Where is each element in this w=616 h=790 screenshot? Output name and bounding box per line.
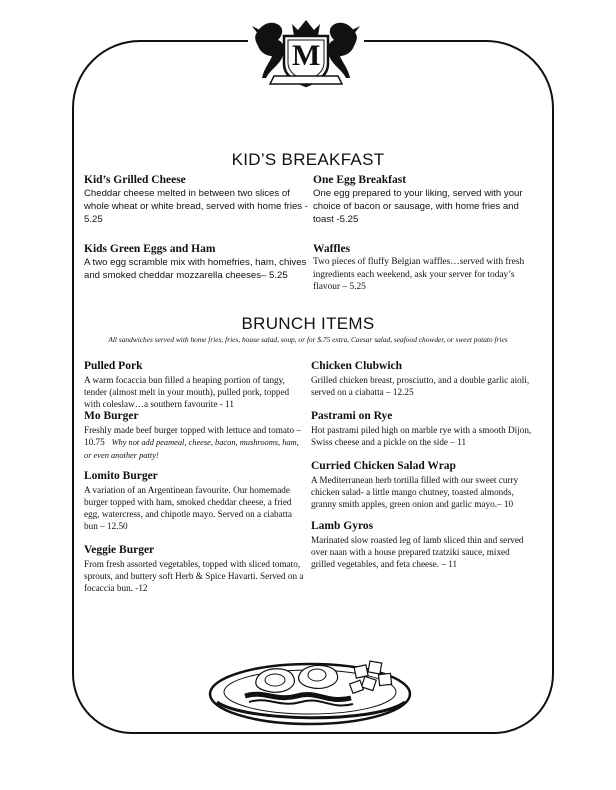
menu-item-veggie-burger [84, 544, 306, 594]
item-description: A variation of an Argentinean favourite. Our homemade burger topped with ham, smoked cheddar cheese, a fried egg, watercress, and chipotle mayo. Served on a ciabatta bun – 12.50 [84, 485, 292, 531]
item-description: Grilled chicken breast, prosciutto, and a double garlic aioli, served on a ciabatta – 12.25 [311, 375, 530, 397]
menu-item-one-egg-breakfast [313, 174, 535, 226]
item-name: Chicken Clubwich [311, 360, 403, 372]
menu-item-chicken-clubwich [311, 360, 533, 398]
menu-item-lamb-gyros [311, 520, 533, 570]
item-name: Waffles [313, 243, 351, 255]
breakfast-plate-icon [205, 650, 420, 730]
menu-item-curried-chicken-salad-wrap [311, 460, 533, 510]
breakfast-plate-illustration [205, 650, 420, 730]
item-name: Lomito Burger [84, 470, 158, 482]
item-description: From fresh assorted vegetables, topped with sliced tomato, sprouts, and buttery soft Herb & Spice Havarti. Served on a focaccia bun. -12 [84, 559, 304, 593]
item-name: Curried Chicken Salad Wrap [311, 460, 456, 472]
menu-item-pastrami-on-rye [311, 410, 533, 448]
item-description [84, 424, 306, 462]
item-description: Hot pastrami piled high on marble rye with a smooth Dijon, Swiss cheese and a pickle on the side – 11 [311, 425, 532, 447]
item-description: One egg prepared to your liking, served with your choice of bacon or sausage, with home fries and toast -5.25 [313, 188, 523, 225]
item-description: A two egg scramble mix with homefries, ham, chives and smoked cheddar mozzarella cheeses– 5.25 [84, 257, 307, 281]
item-description: Cheddar cheese melted in between two slices of whole wheat or white bread, served with home fries - 5.25 [84, 188, 308, 225]
menu-item-kids-green-eggs-ham [84, 243, 310, 282]
brunch-sides-note: All sandwiches served with home fries, fries, house salad, soup, or for $.75 extra, Caesar salad, seafood chowder, or sweet potato fries [108, 335, 508, 344]
item-description: Two pieces of fluffy Belgian waffles…served with fresh ingredients each weekend, ask your server for today’s flavour – 5.25 [313, 257, 525, 292]
item-name: Veggie Burger [84, 544, 155, 556]
item-description-text: Freshly made beef burger topped with lettuce and tomato – 10.75 [84, 425, 301, 447]
item-addon-note: Why not add peameal, cheese, bacon, mushrooms, ham, or even another patty! [84, 438, 299, 460]
menu-item-mo-burger [84, 410, 306, 462]
item-name: Kids Green Eggs and Ham [84, 243, 216, 255]
brunch-items-title: BRUNCH ITEMS [241, 314, 375, 333]
menu-item-waffles [313, 243, 539, 294]
logo-letter: M [292, 39, 321, 72]
item-name: Pulled Pork [84, 360, 143, 372]
item-description: A Mediterranean herb tortilla filled with our sweet curry chicken salad- a little mango chutney, toasted almonds, granny smith apples, green onion and garlic mayo.– 10 [311, 475, 519, 509]
item-name: One Egg Breakfast [313, 174, 407, 186]
item-description: A warm focaccia bun filled a heaping portion of tangy, tender (almost melt in your mouth), pulled pork, topped with coleslaw…a southern favourite - 11 [84, 375, 290, 409]
restaurant-logo [248, 16, 364, 92]
menu-item-pulled-pork [84, 360, 304, 410]
item-name: Mo Burger [84, 410, 139, 422]
item-name: Kid’s Grilled Cheese [84, 174, 186, 186]
item-description: Marinated slow roasted leg of lamb sliced thin and served over naan with a house prepared tzatziki sauce, mixed grilled vegetables, and feta cheese. – 11 [311, 535, 524, 569]
kids-breakfast-title: KID’S BREAKFAST [231, 150, 385, 169]
item-name: Lamb Gyros [311, 520, 374, 532]
item-name: Pastrami on Rye [311, 410, 393, 422]
menu-item-kids-grilled-cheese [84, 174, 310, 226]
menu-item-lomito-burger [84, 470, 306, 532]
